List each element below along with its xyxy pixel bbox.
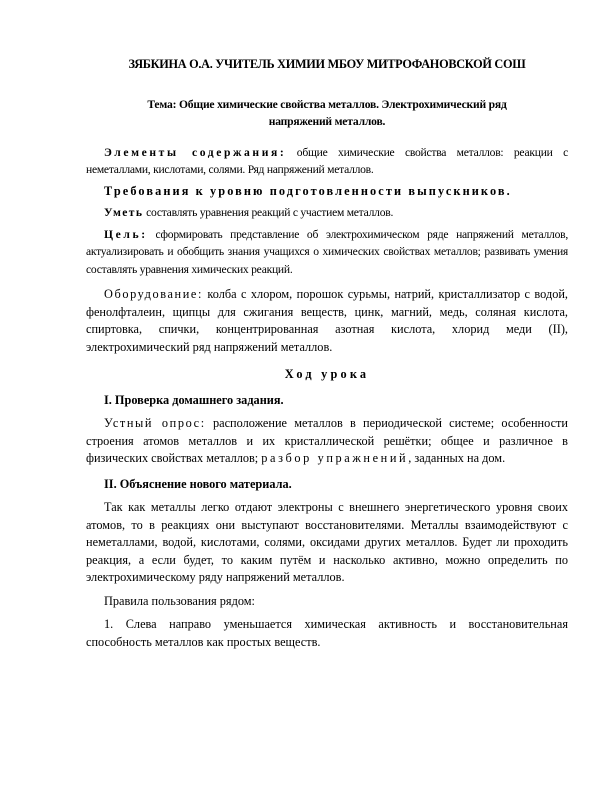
- section2-heading: II. Объяснение нового материала.: [104, 476, 292, 491]
- section1-heading: I. Проверка домашнего задания.: [104, 392, 284, 407]
- equipment-paragraph: [86, 286, 568, 356]
- lesson-course-heading: Ход урока: [284, 367, 370, 381]
- author-header: ЗЯБКИНА О.А. УЧИТЕЛЬ ХИМИИ МБОУ МИТРОФАНОВСКОЙ СОШ: [128, 57, 526, 71]
- skills-text: составлять уравнения реакций с участием металлов.: [143, 206, 394, 219]
- goal-paragraph: [86, 226, 568, 279]
- lesson-topic-line1: Тема: Общие химические свойства металлов. Электрохимический ряд: [147, 97, 507, 111]
- skills-paragraph: [86, 204, 568, 222]
- skills-label: Уметь: [104, 206, 144, 219]
- section2-paragraph: Так как металлы легко отдают электроны с внешнего энергетического уровня своих атомов, то в реакциях они выступают восстановителями. Металлы взаимодействуют с неметаллами, водой, кислотами, солями, оксидами других металлов. Будет ли проходить реакция, а если будет, то каким путём и насколько активно, можно определить по электрохимическому ряду напряжений металлов.: [86, 500, 568, 584]
- content-elements-paragraph: [86, 144, 568, 179]
- equipment-text: колба с хлором, порошок сурьмы, натрий, кристаллизатор с водой, фенолфталеин, щипцы для сжигания веществ, цинк, магний, медь, соляная кислота, спиртовка, спички, концентрированная азотная кислота, хлорид меди (II), электрохимический ряд напряжений металлов.: [86, 287, 568, 354]
- requirements-paragraph: [86, 183, 568, 201]
- lesson-topic: [86, 96, 568, 130]
- goal-text: сформировать представление об электрохимическом ряде напряжений металлов, актуализировать и обобщить знания учащихся о химических свойствах металлов; развивать умения составлять уравнения химических реакций.: [86, 227, 568, 276]
- rule-item: 1. Слева направо уменьшается химическая активность и восстановительная способность металлов как простых веществ.: [86, 617, 568, 649]
- section1-text2: , заданных на дом.: [408, 451, 506, 465]
- lesson-topic-line2: напряжений металлов.: [268, 114, 386, 128]
- requirements-label: Требования к уровню подготовленности выпускников.: [104, 183, 512, 198]
- content-elements-label: Элементы содержания:: [104, 145, 287, 159]
- section1-paragraph: [86, 415, 568, 468]
- oral-survey-label: Устный опрос:: [104, 416, 206, 430]
- exercise-review-label: разбор упражнений: [261, 451, 409, 465]
- rules-intro: Правила пользования рядом:: [104, 593, 255, 608]
- equipment-label: Оборудование:: [104, 287, 203, 301]
- content-elements-text: общие химические свойства металлов: реакции с неметаллами, кислотами, солями. Ряд напряжений металлов.: [86, 145, 568, 176]
- goal-label: Цель:: [104, 227, 148, 241]
- section1-text1: расположение металлов в периодической системе; особенности строения атомов металлов и их кристаллической решётки; общее и различное в физических свойствах металлов;: [86, 416, 569, 465]
